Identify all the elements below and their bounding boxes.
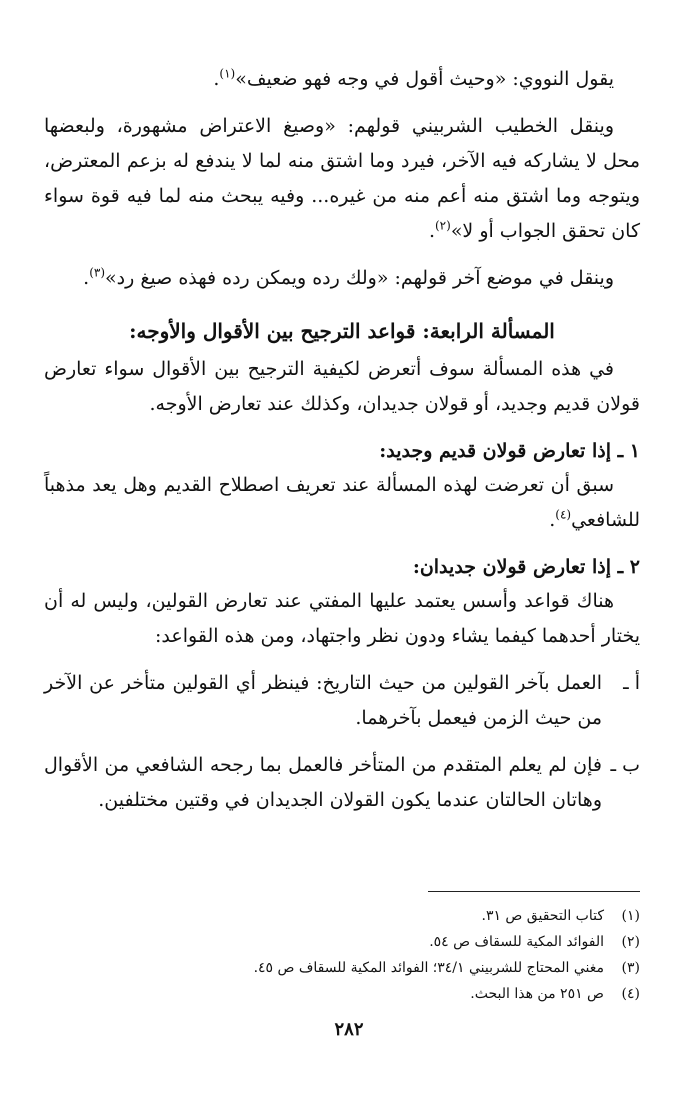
footnote-text: ص ٢٥١ من هذا البحث. (470, 986, 604, 1002)
footnote-number: (٤) (621, 986, 640, 1002)
paragraph-two-new: هناك قواعد وأسس يعتمد عليها المفتي عند تعارض القولين، وليس له أن يختار أحدهما كيفما يشاء ودون نظر واجتهاد، ومن هذه القواعد: (44, 590, 640, 647)
footnote (44, 981, 640, 1007)
footnote (44, 929, 640, 955)
subheading-two-new: ٢ ـ إذا تعارض قولان جديدان: (412, 556, 640, 578)
footnote-ref-1[interactable]: (١) (219, 66, 236, 81)
footnote-ref-2[interactable]: (٢) (434, 218, 451, 233)
list-item (44, 748, 640, 818)
footnote-ref-4[interactable]: (٤) (555, 507, 572, 522)
footnote (44, 955, 640, 981)
footnotes (44, 903, 640, 1007)
footnote-number: (٣) (621, 960, 640, 976)
footnote-text: كتاب التحقيق ص ٣١. (481, 908, 604, 924)
list-marker: ب ـ (610, 754, 640, 776)
footnote-number: (٢) (621, 934, 640, 950)
footnote-ref-3[interactable]: (٣) (89, 265, 106, 280)
subheading-old-new: ١ ـ إذا تعارض قولان قديم وجديد: (379, 440, 640, 462)
paragraph-other-position: وينقل في موضع آخر قولهم: «ولك رده ويمكن رده فهذه صيغ رد»$^{(٣)}$. (83, 265, 614, 289)
footnote (44, 903, 640, 929)
section-intro: في هذه المسألة سوف أتعرض لكيفية الترجيح بين الأقوال سواء تعارض قولان قديم وجديد، أو قولان جديدان، وكذلك عند تعارض الأوجه. (44, 358, 640, 415)
footnote-text: مغني المحتاج للشربيني ٣٤/١؛ الفوائد المكية للسقاف ص ٤٥. (253, 960, 604, 976)
footnote-number: (١) (621, 908, 640, 924)
paragraph-sharbini: وينقل الخطيب الشربيني قولهم: «وصيغ الاعتراض مشهورة، ولبعضها محل لا يشاركه فيه الآخر، فيرد وما اشتق منه لما لا يندفع له بزعم المعترض، ويتوجه وما اشتق منه أعم منه من غيره... وفيه يبحث منه لما فيه قوة سواء كان تحقق الجواب أو لا»$^{(٢)}$. (44, 115, 640, 242)
list-item-text: العمل بآخر القولين من حيث التاريخ: فينظر أي القولين متأخر عن الآخر من حيث الزمن فيعمل بآخرهما. (44, 672, 602, 729)
page-number: ٢٨٢ (334, 1019, 364, 1040)
footnote-text: الفوائد المكية للسقاف ص ٥٤. (429, 934, 604, 950)
footnote-divider (428, 891, 640, 892)
list-item (44, 666, 640, 736)
paragraph-old-new: سبق أن تعرضت لهذه المسألة عند تعريف اصطلاح القديم وهل يعد مذهباً للشافعي$^{(٤)}$. (44, 474, 640, 531)
list-marker: أ ـ (623, 672, 640, 694)
list-item-text: فإن لم يعلم المتقدم من المتأخر فالعمل بما رجحه الشافعي من الأقوال وهاتان الحالتان عندما يكون القولان الجديدان في وقتين مختلفين. (44, 754, 602, 811)
section-heading: المسألة الرابعة: قواعد الترجيح بين الأقوال والأوجه: (129, 319, 555, 343)
paragraph-nawawi: يقول النووي: «وحيث أقول في وجه فهو ضعيف»$^{(١)}$. (213, 66, 614, 90)
